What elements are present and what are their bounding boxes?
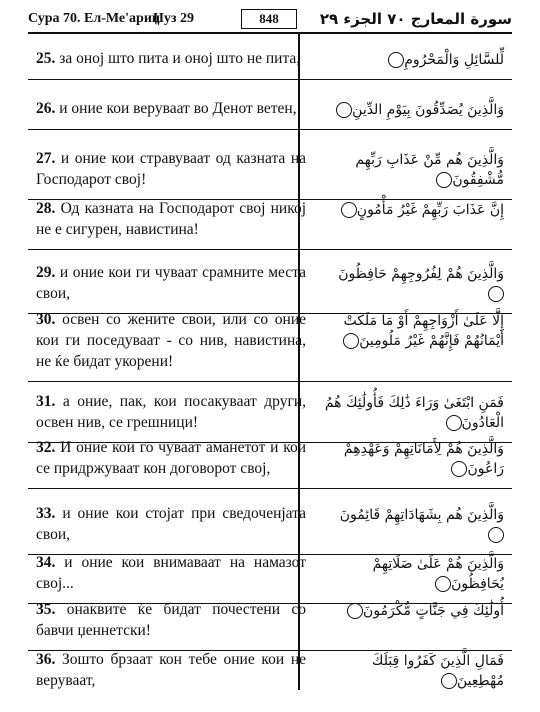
verse-number: 33. bbox=[36, 505, 56, 522]
verse-32 bbox=[28, 437, 512, 479]
verse-arabic bbox=[324, 599, 504, 621]
verse-translation bbox=[28, 148, 306, 190]
verse-translation bbox=[28, 649, 306, 691]
verse-translation bbox=[28, 98, 306, 119]
verse-arabic bbox=[324, 98, 504, 120]
verse-33 bbox=[28, 503, 512, 545]
verse-26 bbox=[28, 98, 512, 120]
verse-number-icon bbox=[488, 286, 504, 302]
arabic-text: إِنَّ عَذَابَ رَبِّهِمْ غَيْرُ مَأْمُونٍ bbox=[356, 202, 504, 218]
verse-translation bbox=[28, 552, 306, 594]
verse-translation bbox=[28, 262, 306, 304]
verse-27 bbox=[28, 148, 512, 190]
verse-number: 26. bbox=[36, 100, 56, 117]
verse-arabic bbox=[324, 148, 504, 190]
verse-number-icon bbox=[441, 673, 457, 689]
verse-arabic bbox=[324, 437, 504, 479]
verse-text: и оние кои внимаваат на намазот свој... bbox=[36, 554, 307, 592]
verse-rule bbox=[28, 129, 512, 130]
verse-number-icon bbox=[336, 102, 352, 118]
juz-label: Џуз 29 bbox=[153, 11, 195, 26]
verse-translation bbox=[28, 198, 306, 240]
arabic-text: وَالَّذِينَ هُمْ عَلَىٰ صَلَاتِهِمْ يُحَافِظُونَ bbox=[372, 556, 504, 592]
verse-number: 30. bbox=[36, 311, 56, 328]
verse-rule bbox=[28, 79, 512, 80]
verse-translation bbox=[28, 503, 306, 545]
verse-30 bbox=[28, 309, 512, 372]
verse-34 bbox=[28, 552, 512, 594]
verse-arabic bbox=[324, 552, 504, 594]
page-header bbox=[28, 8, 512, 30]
verse-number: 32. bbox=[36, 439, 56, 456]
verse-number: 25. bbox=[36, 50, 56, 67]
arabic-text: فَمَالِ الَّذِينَ كَفَرُوا قِبَلَكَ مُهْطِعِينَ bbox=[371, 653, 504, 689]
verse-translation bbox=[28, 437, 306, 479]
arabic-text: لِّلسَّائِلِ وَالْمَحْرُومِ bbox=[404, 52, 504, 68]
arabic-text: وَالَّذِينَ هُمْ لِأَمَانَاتِهِمْ وَعَهْدِهِمْ رَاعُونَ bbox=[343, 441, 504, 477]
verse-arabic bbox=[324, 198, 504, 220]
verse-rule bbox=[28, 381, 512, 382]
verse-number-icon bbox=[435, 576, 451, 592]
verse-number-icon bbox=[388, 52, 404, 68]
arabic-text: وَالَّذِينَ يُصَدِّقُونَ بِيَوْمِ الدِّينِ bbox=[352, 102, 504, 118]
verse-number: 29. bbox=[36, 264, 56, 281]
verse-text: и оние кои стравуваат од казната на Господарот свој! bbox=[36, 150, 307, 188]
verse-number: 31. bbox=[36, 393, 56, 410]
verse-29 bbox=[28, 262, 512, 304]
verse-arabic bbox=[324, 503, 504, 545]
verse-text: и оние кои стојат при сведоченјата свои, bbox=[36, 505, 307, 543]
verse-text: онаквите ќе бидат почестени со бавчи џеннетски! bbox=[36, 601, 306, 639]
arabic-text: أُولَٰئِكَ فِي جَنَّاتٍ مُّكْرَمُونَ bbox=[363, 603, 504, 619]
verse-arabic bbox=[324, 262, 504, 304]
verse-36 bbox=[28, 649, 512, 691]
verse-text: Зошто брзаат кон тебе оние кои не веруваат, bbox=[36, 651, 306, 689]
verse-number-icon bbox=[446, 415, 462, 431]
verse-text: И оние кои го чуваат аманетот и кои се придржуваат кон договорот свој, bbox=[36, 439, 307, 477]
verse-translation bbox=[28, 48, 306, 69]
verse-arabic bbox=[324, 48, 504, 70]
verse-number: 27. bbox=[36, 150, 56, 167]
verse-number: 36. bbox=[36, 651, 56, 668]
verse-rule bbox=[28, 249, 512, 250]
verse-text: а оние, пак, кои посакуваат други, освен нив, се грешници! bbox=[36, 393, 306, 431]
sura-title: Сура 70. Ел-Ме'ариџ bbox=[28, 11, 160, 26]
verse-number-icon bbox=[343, 333, 359, 349]
verse-rule bbox=[28, 488, 512, 489]
verse-translation bbox=[28, 599, 306, 641]
verse-text: за оној што пита и оној што не пита, bbox=[59, 50, 301, 67]
verse-31 bbox=[28, 391, 512, 433]
verse-number-icon bbox=[436, 172, 452, 188]
verse-25 bbox=[28, 48, 512, 70]
verse-number-icon bbox=[451, 461, 467, 477]
verse-text: и оние кои веруваат во Денот ветен, bbox=[59, 100, 297, 117]
verse-arabic bbox=[324, 309, 504, 351]
verse-text: и оние кои ги чуваат срамните места свои, bbox=[36, 264, 307, 302]
arabic-text: وَالَّذِينَ هُمْ لِفُرُوجِهِمْ حَافِظُونَ bbox=[338, 266, 504, 282]
verse-28 bbox=[28, 198, 512, 240]
verse-translation bbox=[28, 391, 306, 433]
verse-number: 34. bbox=[36, 554, 56, 571]
verse-number: 35. bbox=[36, 601, 56, 618]
verse-number-icon bbox=[347, 603, 363, 619]
page-number: 848 bbox=[241, 9, 297, 29]
arabic-text: فَمَنِ ابْتَغَىٰ وَرَاءَ ذَٰلِكَ فَأُولَٰئِكَ هُمُ الْعَادُونَ bbox=[324, 395, 504, 431]
verse-text: Од казната на Господарот свој никој не е сигурен, навистина! bbox=[36, 200, 306, 238]
verse-arabic bbox=[324, 649, 504, 691]
verse-number-icon bbox=[488, 527, 504, 543]
arabic-header: سورة المعارج ٧٠ الجزء ٢٩ bbox=[319, 10, 512, 28]
verse-number-icon bbox=[341, 202, 357, 218]
verse-number: 28. bbox=[36, 200, 56, 217]
header-rule bbox=[28, 32, 512, 34]
arabic-text: وَالَّذِينَ هُم بِشَهَادَاتِهِمْ قَائِمُونَ bbox=[339, 507, 504, 523]
verse-translation bbox=[28, 309, 306, 372]
arabic-text: وَالَّذِينَ هُم مِّنْ عَذَابِ رَبِّهِم مُّشْفِقُونَ bbox=[355, 152, 504, 188]
verse-arabic bbox=[324, 391, 504, 433]
verse-text: освен со жените свои, или со оние кои ги поседуваат - со нив, навистина, не ќе бидат укорени! bbox=[36, 311, 306, 370]
verse-35 bbox=[28, 599, 512, 641]
arabic-text: إِلَّا عَلَىٰ أَزْوَاجِهِمْ أَوْ مَا مَلَكَتْ أَيْمَانُهُمْ فَإِنَّهُمْ غَيْرُ مَلُومِينَ bbox=[343, 313, 504, 349]
